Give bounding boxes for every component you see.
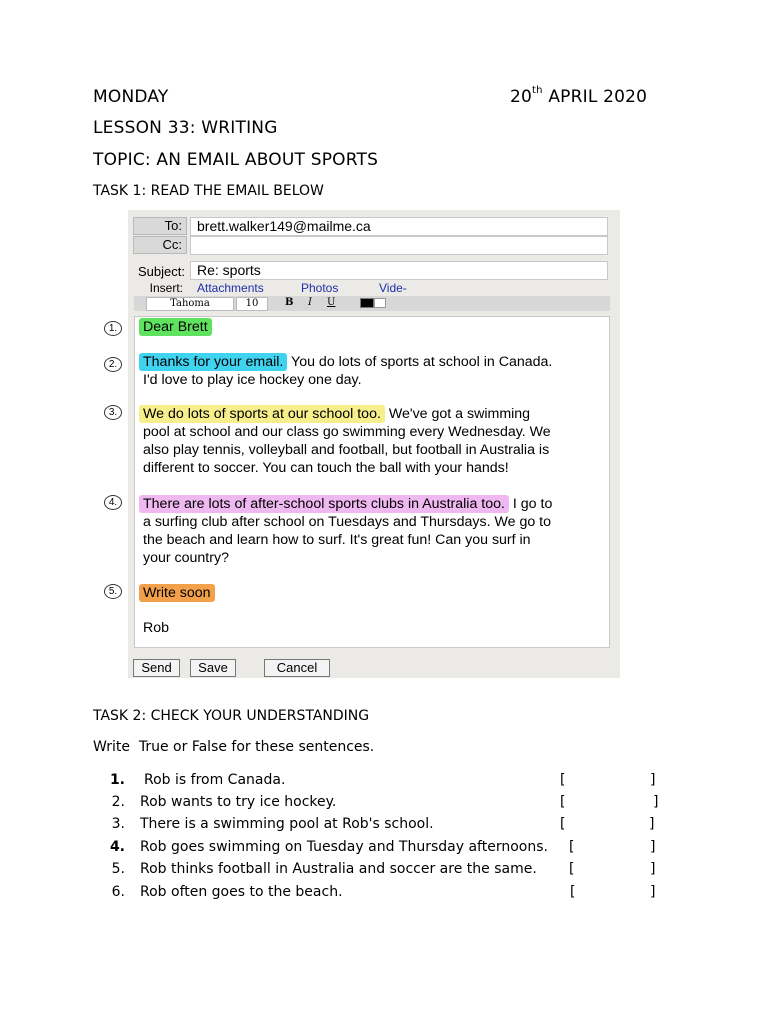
question-number: 1. (109, 772, 125, 788)
font-size-select[interactable]: 10 (236, 297, 268, 311)
question-number: 3. (111, 816, 125, 832)
para2-line1-rest: You do lots of sports at school in Canada. (287, 354, 553, 370)
para4-highlight: There are lots of after-school sports clubs in Australia too. (139, 495, 509, 513)
question-text: Rob wants to try ice hockey. (140, 794, 337, 810)
to-label: To: (133, 217, 187, 235)
underline-button[interactable]: U (327, 297, 336, 308)
task2-instruction: Write True or False for these sentences. (93, 739, 375, 755)
highlight-color-swatch[interactable] (374, 298, 386, 308)
cc-label: Cc: (133, 236, 187, 254)
italic-button[interactable]: I (308, 297, 312, 308)
bold-button[interactable]: B (285, 297, 294, 308)
greeting-line (143, 318, 212, 336)
para3-line3: also play tennis, volleyball and football, but football in Australia is (143, 442, 550, 458)
answer-bracket-close: ] (650, 861, 656, 877)
text-color-swatch[interactable] (360, 298, 374, 308)
question-text: Rob is from Canada. (144, 772, 286, 788)
answer-blank[interactable] (568, 772, 646, 790)
answer-bracket-close: ] (653, 794, 659, 810)
insert-photos-link[interactable]: Photos (301, 281, 339, 295)
answer-bracket-open: [ (560, 816, 566, 832)
answer-blank[interactable] (577, 861, 646, 879)
date-suffix: th (532, 85, 543, 96)
closing-line (143, 584, 215, 602)
para4-line2: a surfing club after school on Tuesdays and Thursdays. We go to (143, 514, 551, 530)
font-select[interactable]: Tahoma (146, 297, 234, 311)
subject-label: Subject: (138, 264, 185, 279)
para4-line4: your country? (143, 550, 229, 566)
answer-bracket-open: [ (560, 794, 566, 810)
para2-line2: I'd love to play ice hockey one day. (143, 372, 362, 388)
answer-bracket-close: ] (650, 884, 656, 900)
para4-line1-rest: I go to (508, 496, 553, 512)
task1-title: TASK 1: READ THE EMAIL BELOW (93, 183, 324, 199)
insert-attachments-link[interactable]: Attachments (197, 281, 264, 295)
para3-highlight: We do lots of sports at our school too. (139, 405, 385, 423)
para2-line1 (143, 353, 552, 371)
date-heading (510, 87, 647, 107)
insert-label: Insert: (149, 281, 183, 295)
cancel-button[interactable]: Cancel (264, 659, 330, 677)
answer-bracket-open: [ (569, 861, 575, 877)
answer-bracket-open: [ (570, 884, 576, 900)
para3-line4: different to soccer. You can touch the ball with your hands! (143, 460, 509, 476)
para3-line1 (143, 405, 530, 423)
answer-blank[interactable] (577, 839, 646, 857)
answer-blank[interactable] (568, 794, 649, 812)
day-heading: MONDAY (93, 87, 169, 107)
answer-bracket-open: [ (569, 839, 575, 855)
question-number: 2. (111, 794, 125, 810)
para4-line1 (143, 495, 552, 513)
save-button[interactable]: Save (190, 659, 236, 677)
marker-3: 3. (104, 405, 122, 420)
date-rest: APRIL 2020 (548, 87, 648, 107)
para3-line1-rest: We've got a swimming (384, 406, 531, 422)
answer-bracket-close: ] (650, 839, 656, 855)
para2-highlight: Thanks for your email. (139, 353, 287, 371)
question-text: There is a swimming pool at Rob's school. (140, 816, 434, 832)
question-number: 5. (111, 861, 125, 877)
date-day: 20 (510, 87, 533, 107)
marker-2: 2. (104, 357, 122, 372)
to-field[interactable]: brett.walker149@mailme.ca (190, 217, 608, 236)
question-text: Rob goes swimming on Tuesday and Thursday afternoons. (140, 839, 548, 855)
cc-field[interactable] (190, 236, 608, 255)
answer-bracket-open: [ (560, 772, 566, 788)
send-button[interactable]: Send (133, 659, 180, 677)
marker-1: 1. (104, 321, 122, 336)
answer-blank[interactable] (578, 884, 646, 902)
lesson-heading: LESSON 33: WRITING (93, 118, 278, 138)
para3-line2: pool at school and our class go swimming every Wednesday. We (143, 424, 551, 440)
insert-video-link[interactable]: Vide- (379, 281, 407, 295)
marker-4: 4. (104, 495, 122, 510)
task2-title: TASK 2: CHECK YOUR UNDERSTANDING (93, 708, 370, 724)
closing-highlight: Write soon (139, 584, 215, 602)
answer-bracket-close: ] (649, 816, 655, 832)
topic-heading: TOPIC: AN EMAIL ABOUT SPORTS (93, 150, 379, 170)
greeting-highlight: Dear Brett (139, 318, 212, 336)
answer-bracket-close: ] (650, 772, 656, 788)
answer-blank[interactable] (568, 816, 645, 834)
subject-field[interactable]: Re: sports (190, 261, 608, 280)
question-text: Rob often goes to the beach. (140, 884, 343, 900)
signature: Rob (143, 620, 170, 636)
question-number: 4. (109, 839, 125, 855)
question-number: 6. (111, 884, 125, 900)
marker-5: 5. (104, 584, 122, 599)
question-text: Rob thinks football in Australia and soccer are the same. (140, 861, 537, 877)
para4-line3: the beach and learn how to surf. It's great fun! Can you surf in (143, 532, 531, 548)
